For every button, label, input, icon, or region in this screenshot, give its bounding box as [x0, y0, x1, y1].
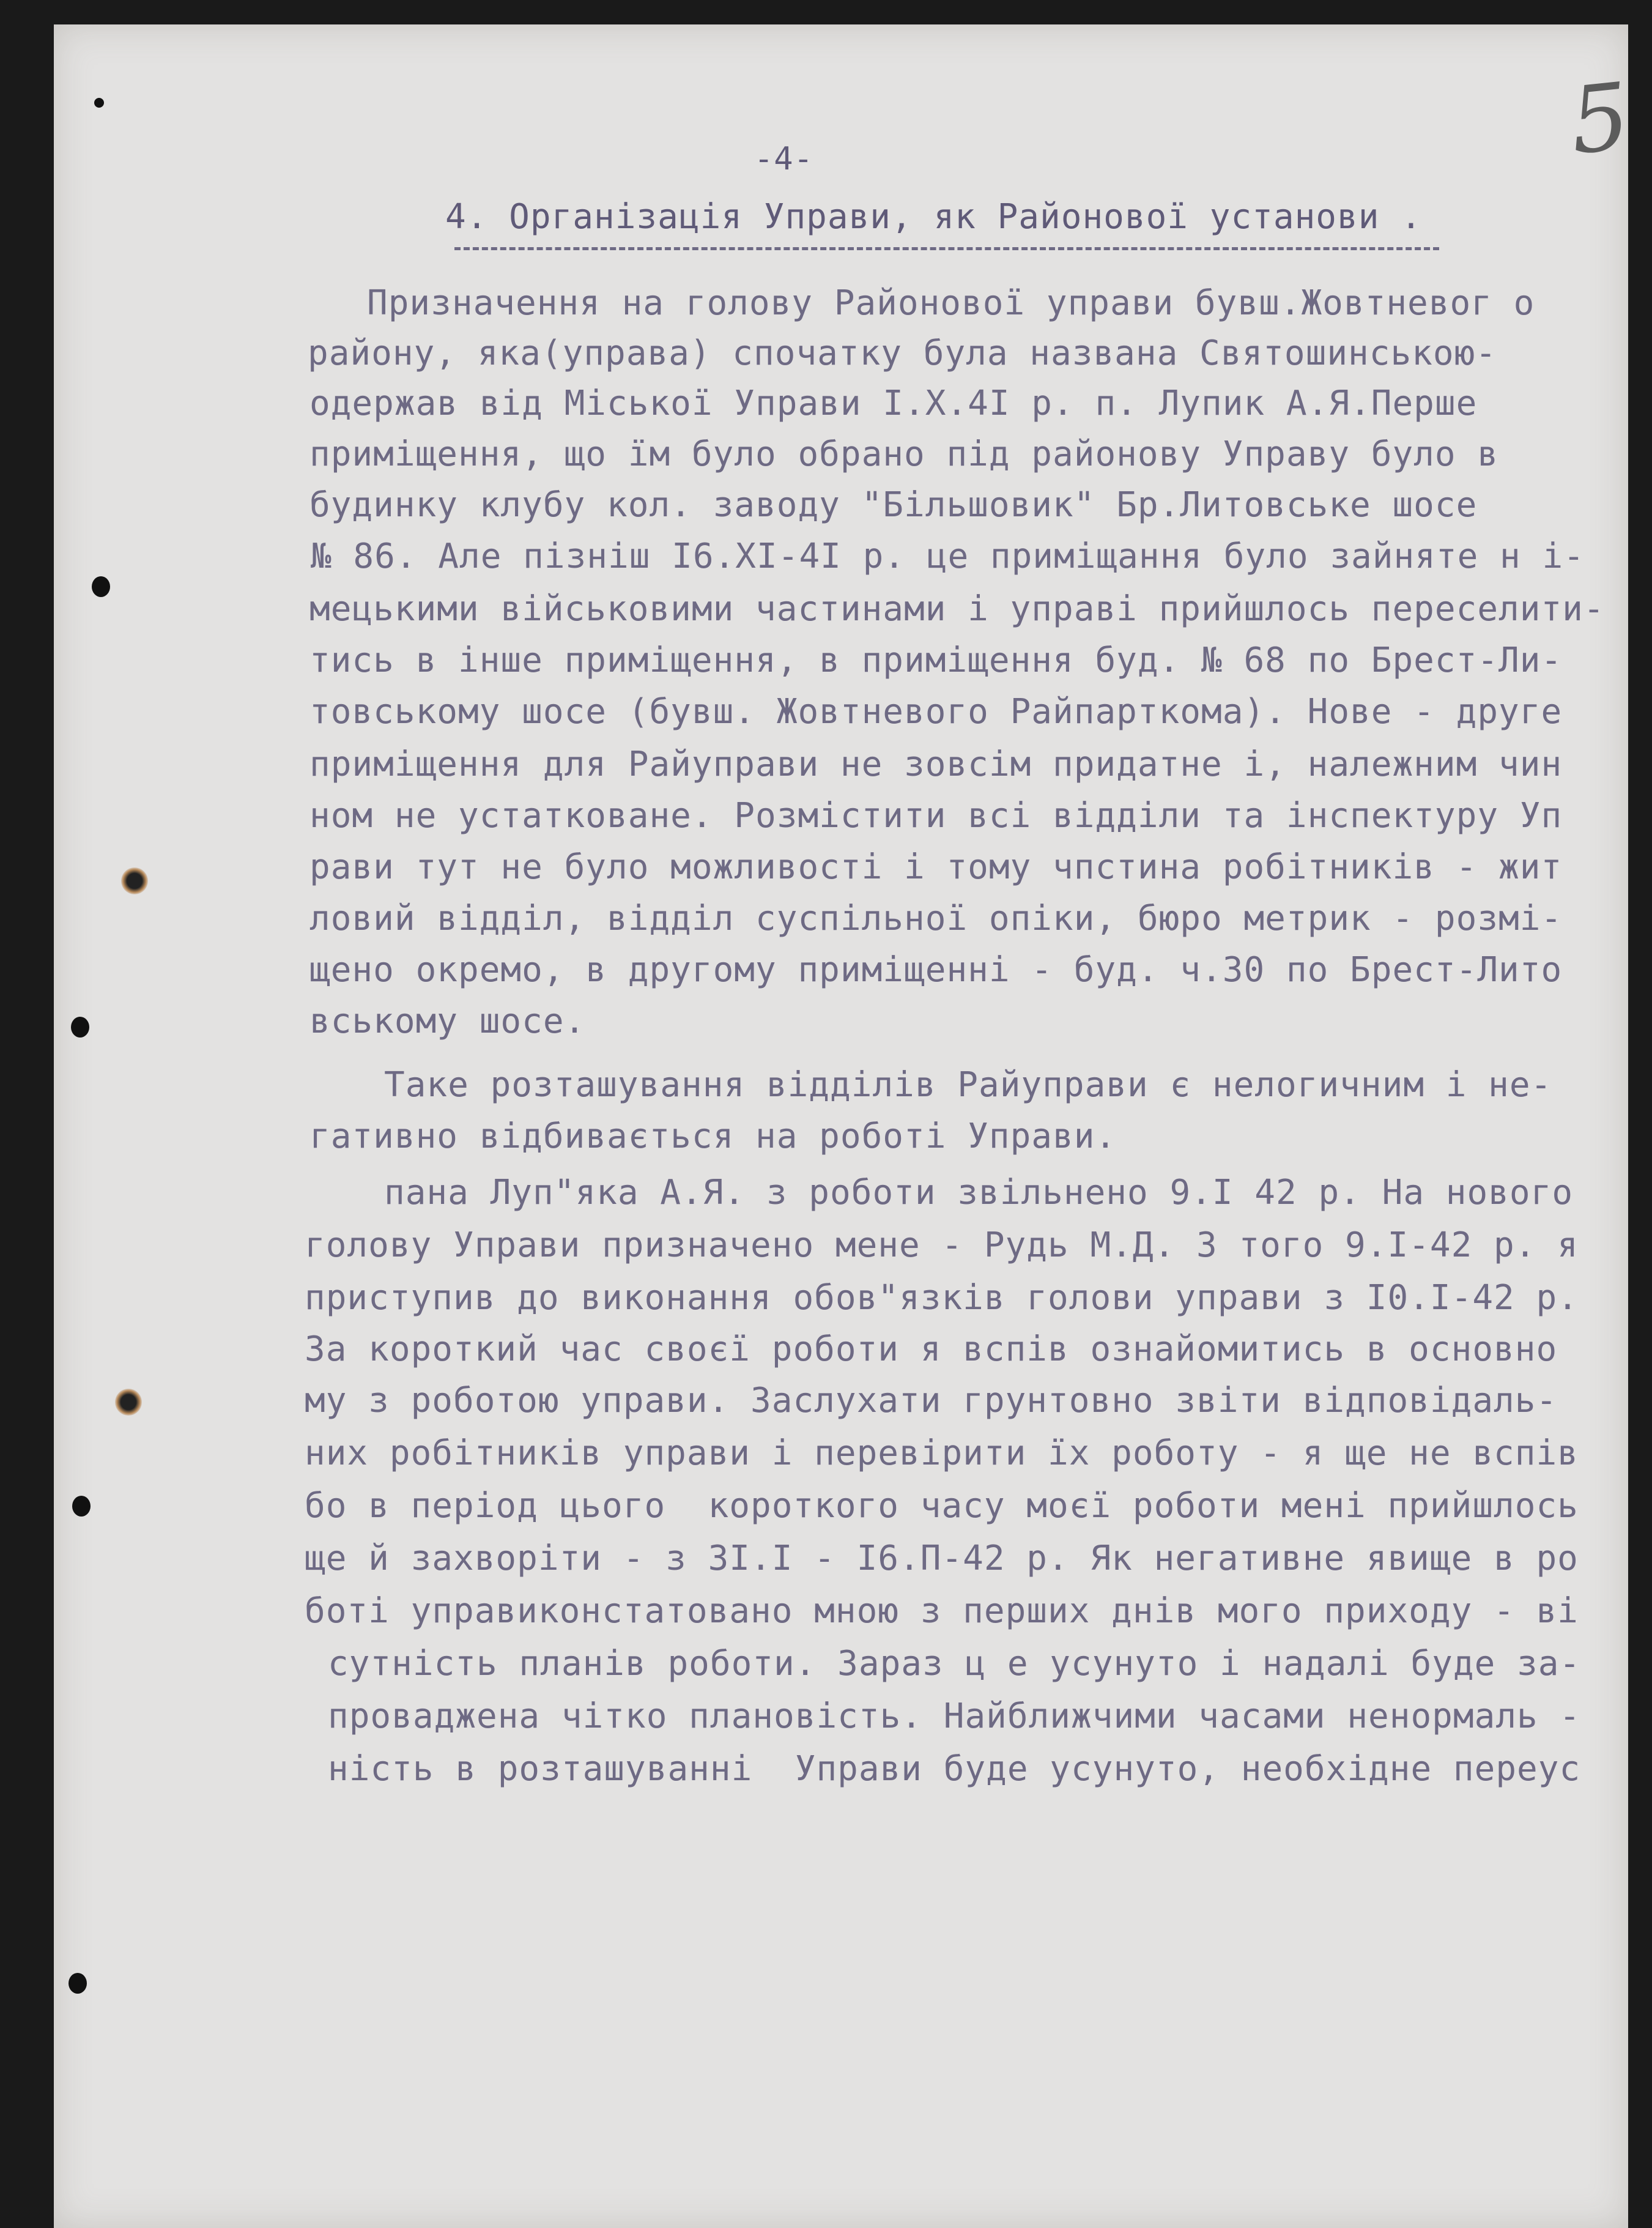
text-line: Призначення на голову Районової управи бувш.Жовтневог о: [367, 283, 1535, 323]
heading-underline: [454, 247, 1439, 250]
binding-hole: [71, 1017, 89, 1038]
text-line: голову Управи призначено мене - Рудь М.Д. З того 9.I-42 р. я: [305, 1225, 1579, 1265]
text-line: сутність планів роботи. Зараз ц е усунуто і надалі буде за-: [328, 1644, 1581, 1684]
text-line: ном не устатковане. Розмістити всі відділи та інспектуру Уп: [309, 796, 1563, 836]
text-line: Таке розташування відділів Райуправи є нелогичним і не-: [384, 1065, 1552, 1105]
text-line: вському шосе.: [309, 1001, 586, 1041]
text-line: ловий відділ, відділ суспільної опіки, бюро метрик - розмі-: [309, 899, 1563, 938]
text-line: будинку клубу кол. заводу "Більшовик" Бр.Литовське шосе: [309, 485, 1478, 525]
text-line: боті управиконстатовано мною з перших днів мого приходу - ві: [305, 1591, 1579, 1631]
binding-hole: [121, 867, 148, 894]
text-line: проваджена чітко плановість. Найближчими часами ненормаль -: [328, 1696, 1581, 1736]
text-line: пана Луп"яка А.Я. з роботи звільнено 9.I 42 р. На нового: [384, 1173, 1574, 1212]
binding-hole: [92, 576, 110, 597]
text-line: мецькими військовими частинами і управі прийшлось переселити-: [309, 589, 1605, 629]
text-line: бо в період цього короткого часу моєї роботи мені прийшлось: [305, 1486, 1579, 1526]
text-line: ще й захворіти - з 3I.I - I6.П-42 р. Як негативне явище в ро: [305, 1539, 1579, 1578]
text-line: № 86. Але пізніш I6.XI-4I р. це приміщання було зайняте н і-: [311, 537, 1585, 576]
binding-hole: [72, 1496, 91, 1517]
binding-hole: [94, 98, 104, 108]
text-line: приступив до виконання обов"язків голови управи з I0.I-42 р.: [305, 1278, 1579, 1318]
text-line: району, яка(управа) спочатку була названа Святошинською-: [308, 333, 1497, 373]
text-line: гативно відбивається на роботі Управи.: [309, 1116, 1117, 1156]
text-line: рави тут не було можливості і тому чпстина робітників - жит: [309, 847, 1563, 887]
text-line: них робітників управи і перевірити їх роботу - я ще не вспів: [305, 1433, 1579, 1473]
folio-number: 5: [1565, 63, 1635, 176]
document-page: [54, 24, 1635, 2228]
binding-hole: [115, 1389, 142, 1416]
binding-hole: [69, 1973, 87, 1994]
page-number: -4-: [754, 141, 813, 177]
text-line: щено окремо, в другому приміщенні - буд. ч.30 по Брест-Лито: [309, 950, 1563, 990]
section-heading: 4. Організація Управи, як Районової установи .: [445, 197, 1422, 237]
text-line: ність в розташуванні Управи буде усунуто, необхідне переус: [328, 1749, 1581, 1789]
text-line: приміщення для Райуправи не зовсім придатне і, належним чин: [309, 745, 1563, 784]
text-line: му з роботою управи. Заслухати грунтовно звіти відповідаль-: [305, 1381, 1558, 1420]
text-line: товському шосе (бувш. Жовтневого Райпарткома). Нове - друге: [309, 692, 1563, 732]
text-line: За короткий час своєї роботи я вспів ознайомитись в основно: [305, 1329, 1558, 1369]
text-line: тись в інше приміщення, в приміщення буд. № 68 по Брест-Ли-: [309, 641, 1563, 680]
text-line: одержав від Міської Управи I.X.4I р. п. Лупик А.Я.Перше: [309, 384, 1478, 423]
text-line: приміщення, що їм було обрано під районову Управу було в: [309, 434, 1499, 474]
